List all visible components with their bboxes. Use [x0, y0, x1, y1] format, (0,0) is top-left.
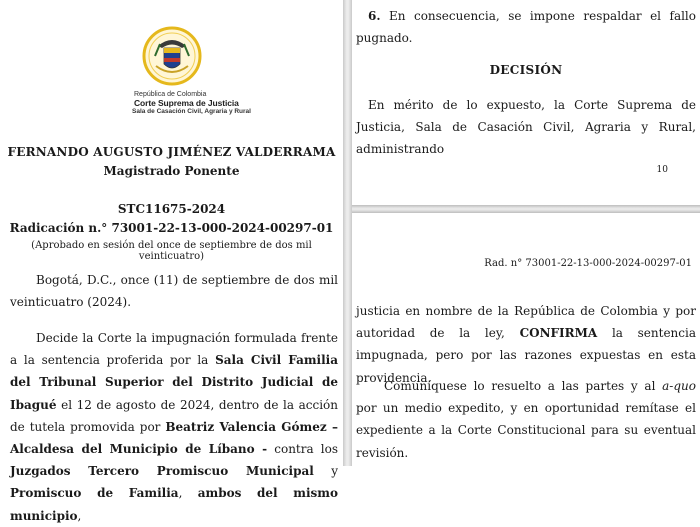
court-logo-text: [118, 91, 258, 115]
communicate-paragraph: [356, 375, 696, 464]
justice-text-1: justicia en nombre de la República de Colombia y por autoridad de la ley,: [356, 304, 696, 341]
main-text-4: y: [313, 464, 339, 479]
a-quo-term: a-quo: [662, 379, 696, 393]
running-header-radicacion: Rad. n° 73001-22-13-000-2024-00297-01: [484, 258, 692, 269]
page-divider-horizontal: [352, 205, 700, 213]
main-text-3: contra los: [267, 442, 338, 457]
item-number: 6.: [368, 9, 381, 23]
right-bottom-page: [352, 213, 700, 466]
justice-text-2: la sentencia impugnada, pero por las razones expuestas en esta providencia.: [356, 326, 696, 385]
logo-country: República de Colombia: [134, 91, 207, 98]
confirma-word: CONFIRMA: [519, 326, 598, 341]
main-paragraph: [10, 327, 338, 527]
main-text-6: ,: [77, 508, 82, 523]
item-text: En consecuencia, se impone respaldar el fallo pugnado.: [356, 9, 696, 46]
communicate-text-1: Comuníquese lo resuelto a las partes y al: [384, 379, 663, 393]
date-paragraph: Bogotá, D.C., once (11) de septiembre de dos mil veinticuatro (2024).: [10, 273, 338, 310]
communicate-text-2: por un medio expedito, y en oportunidad remítase el expediente a la Corte Constitucional para su eventual revisión.: [356, 401, 696, 460]
case-number: STC11675-2024: [117, 202, 226, 216]
defendant-court-2: Promiscuo de Familia: [10, 486, 179, 501]
main-text-2: el 12 de agosto de 2024, dentro de la acción de tutela promovida por: [10, 397, 338, 434]
magistrate-role: Magistrado Ponente: [103, 164, 240, 178]
radicacion-number: Radicación n.° 73001-22-13-000-2024-00297-01: [9, 221, 334, 235]
plaintiff-name: Beatriz Valencia Gómez –Alcaldesa del Municipio de Líbano -: [10, 419, 338, 457]
decision-heading: DECISIÓN: [489, 63, 563, 77]
main-text-5: ,: [178, 486, 198, 501]
municipality-note: ambos del mismo municipio: [10, 486, 338, 523]
logo-chamber: Sala de Casación Civil, Agraria y Rural: [132, 108, 251, 115]
logo-court: Corte Suprema de Justicia: [134, 98, 239, 108]
left-page: [0, 0, 343, 523]
page-divider-vertical: [343, 0, 352, 466]
approval-note: (Aprobado en sesión del once de septiembre de dos mil veinticuatro): [31, 240, 312, 262]
right-top-page: [352, 0, 700, 205]
magistrate-name: FERNANDO AUGUSTO JIMÉNEZ VALDERRAMA: [7, 145, 336, 159]
merit-paragraph: En mérito de lo expuesto, la Corte Suprema de Justicia, Sala de Casación Civil, Agraria y Rural, administrando: [356, 98, 696, 157]
main-text-1: Decide la Corte la impugnación formulada frente a la sentencia proferida por la: [10, 331, 338, 368]
colombia-coat-of-arms-icon: [142, 26, 202, 86]
tribunal-name: Sala Civil Familia del Tribunal Superior del Distrito Judicial de Ibagué: [10, 353, 338, 412]
page-number: 10: [656, 165, 668, 175]
defendant-court-1: Juzgados Tercero Promiscuo Municipal: [10, 464, 314, 479]
item-six-paragraph: [356, 5, 696, 49]
